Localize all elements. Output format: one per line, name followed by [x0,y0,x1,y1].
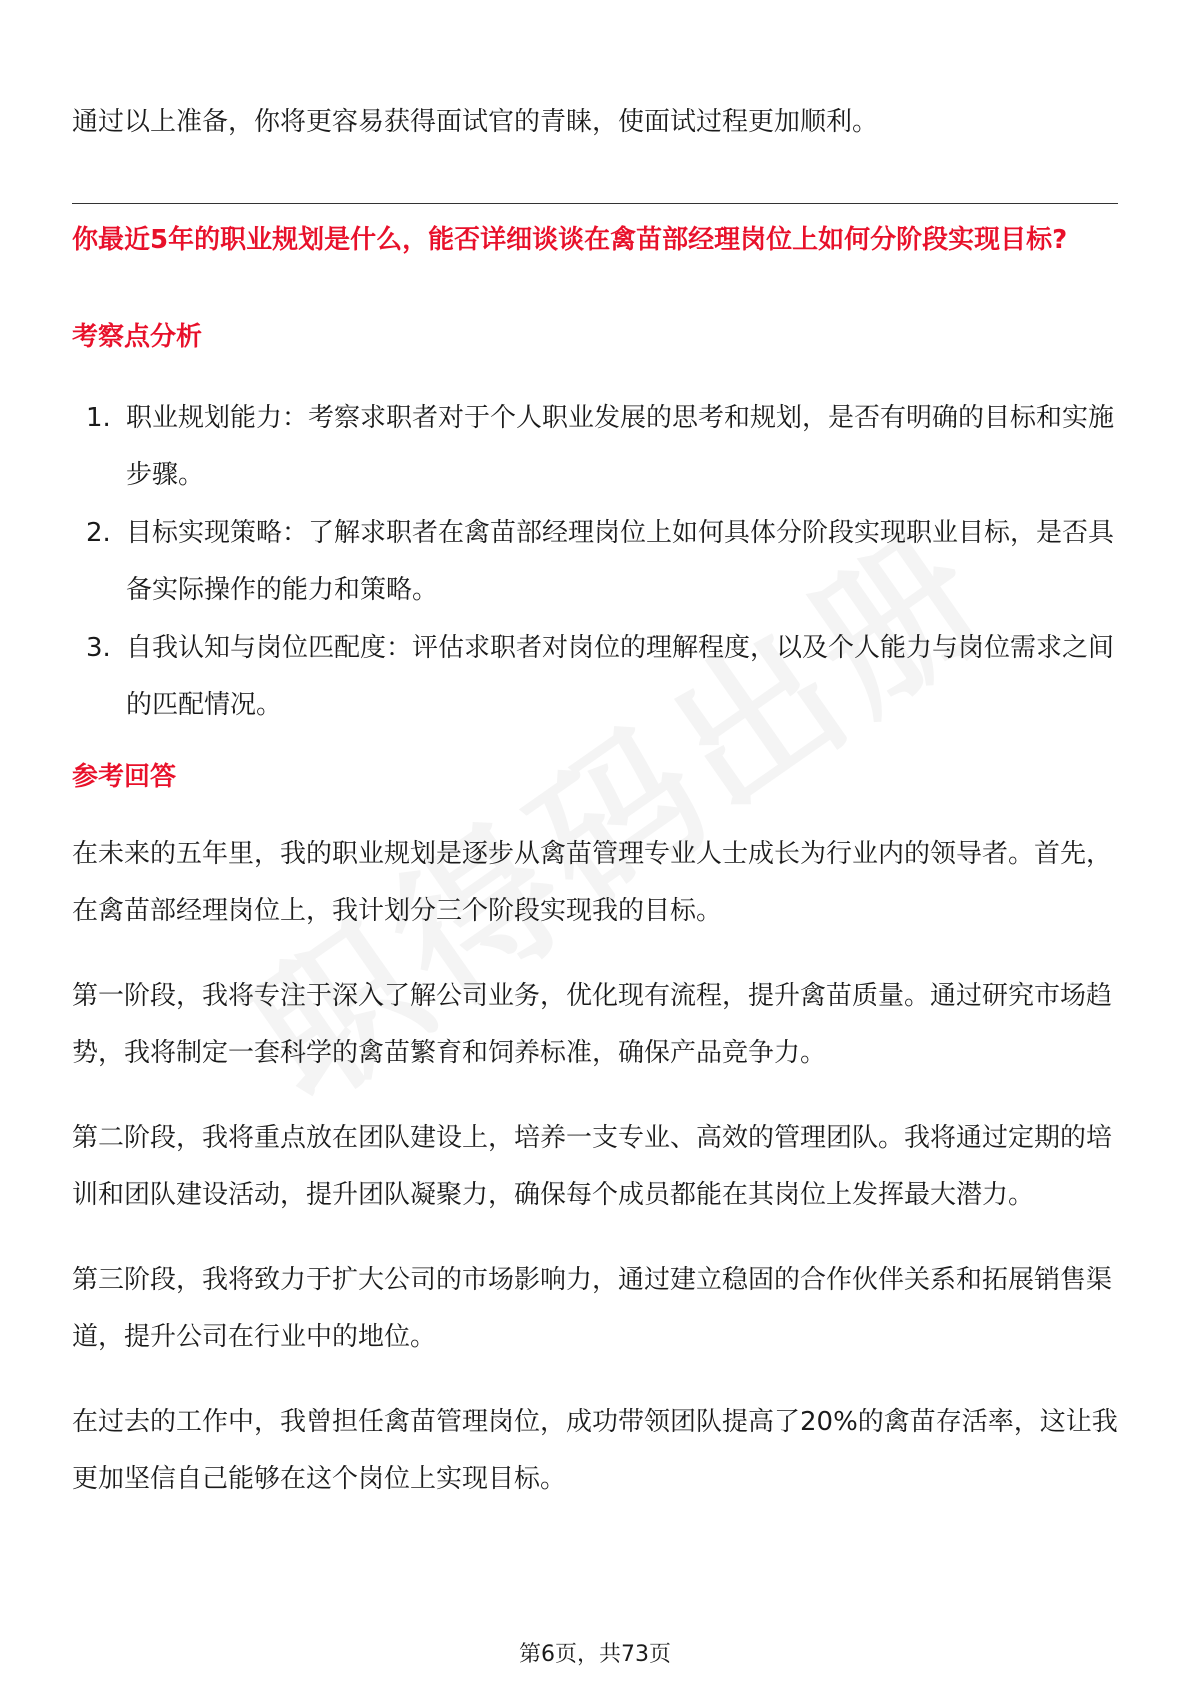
answer-paragraph: 在过去的工作中，我曾担任禽苗管理岗位，成功带领团队提高了20%的禽苗存活率，这让我更加坚信自己能够在这个岗位上实现目标。 [72,1407,1118,1494]
point-number: 1. [86,403,111,433]
point-text: 目标实现策略：了解求职者在禽苗部经理岗位上如何具体分阶段实现职业目标，是否具备实际操作的能力和策略。 [126,518,1115,605]
section-divider [72,203,1118,204]
analysis-points [72,390,1118,735]
question-heading: 你最近5年的职业规划是什么，能否详细谈谈在禽苗部经理岗位上如何分阶段实现目标? [72,225,1068,255]
analysis-title: 考察点分析 [72,322,203,352]
analysis-point [72,620,1118,734]
answer-paragraph: 在未来的五年里，我的职业规划是逐步从禽苗管理专业人士成长为行业内的领导者。首先，在禽苗部经理岗位上，我计划分三个阶段实现我的目标。 [72,839,1113,926]
point-number: 2. [86,518,111,548]
answer-body [72,826,1118,1536]
analysis-point [72,505,1118,619]
answer-paragraph: 第三阶段，我将致力于扩大公司的市场影响力，通过建立稳固的合作伙伴关系和拓展销售渠道，提升公司在行业中的地位。 [72,1265,1113,1352]
analysis-point [72,390,1118,504]
answer-title: 参考回答 [72,762,177,792]
answer-paragraph: 第一阶段，我将专注于深入了解公司业务，优化现有流程，提升禽苗质量。通过研究市场趋势，我将制定一套科学的禽苗繁育和饲养标准，确保产品竞争力。 [72,981,1113,1068]
intro-text: 通过以上准备，你将更容易获得面试官的青睐，使面试过程更加顺利。 [72,107,879,137]
point-text: 自我认知与岗位匹配度：评估求职者对岗位的理解程度，以及个人能力与岗位需求之间的匹配情况。 [126,633,1115,720]
page-footer: 第6页，共73页 [519,1642,671,1667]
point-number: 3. [86,633,111,663]
point-text: 职业规划能力：考察求职者对于个人职业发展的思考和规划，是否有明确的目标和实施步骤。 [126,403,1115,490]
answer-paragraph: 第二阶段，我将重点放在团队建设上，培养一支专业、高效的管理团队。我将通过定期的培训和团队建设活动，提升团队凝聚力，确保每个成员都能在其岗位上发挥最大潜力。 [72,1123,1113,1210]
